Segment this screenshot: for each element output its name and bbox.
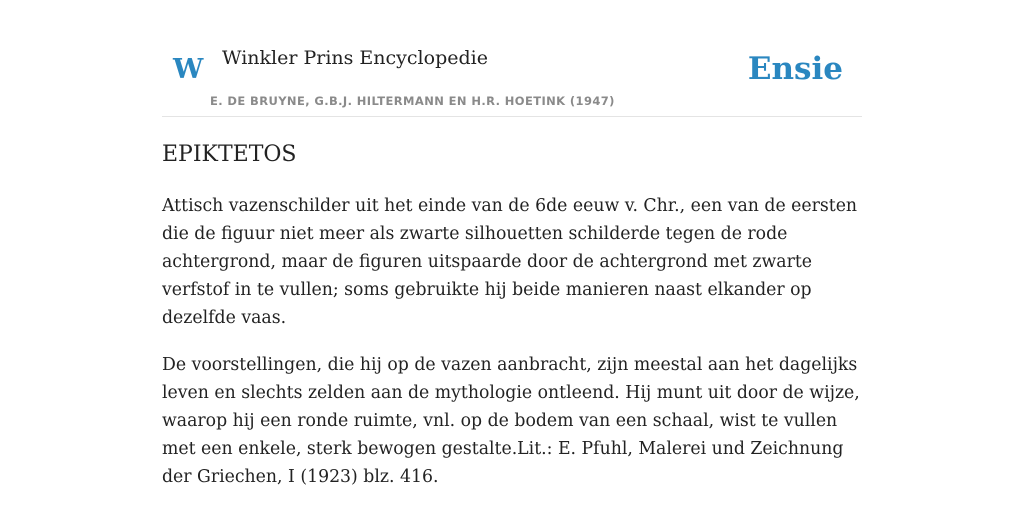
article-paragraph: De voorstellingen, die hij op de vazen aanbracht, zijn meestal aan het dagelijks leven en slechts zelden aan de mythologie ontleend. Hij munt uit door de wijze, waarop hij een ronde ruimte, vnl. op de bodem van een schaal, wist te vullen met een enkele, sterk bewogen gestalte.Lit.: E. Pfuhl, Malerei und Zeichnung der Griechen, I (1923) blz. 416. — [162, 355, 860, 487]
ensie-logo[interactable]: Ensie — [747, 51, 843, 87]
article-body — [162, 192, 862, 510]
article-title: EPIKTETOS — [162, 142, 297, 167]
encyclopedia-logo[interactable]: W — [173, 54, 204, 85]
header — [162, 0, 862, 117]
encyclopedia-title[interactable]: Winkler Prins Encyclopedie — [222, 47, 488, 69]
encyclopedia-authors: E. DE BRUYNE, G.B.J. HILTERMANN EN H.R. HOETINK (1947) — [210, 94, 615, 108]
article-paragraph: Attisch vazenschilder uit het einde van de 6de eeuw v. Chr., een van de eersten die de figuur niet meer als zwarte silhouetten schilderde tegen de rode achtergrond, maar de figuren uitspaarde door de achtergrond met zwarte verfstof in te vullen; soms gebruikte hij beide manieren naast elkander op dezelfde vaas. — [162, 196, 858, 328]
